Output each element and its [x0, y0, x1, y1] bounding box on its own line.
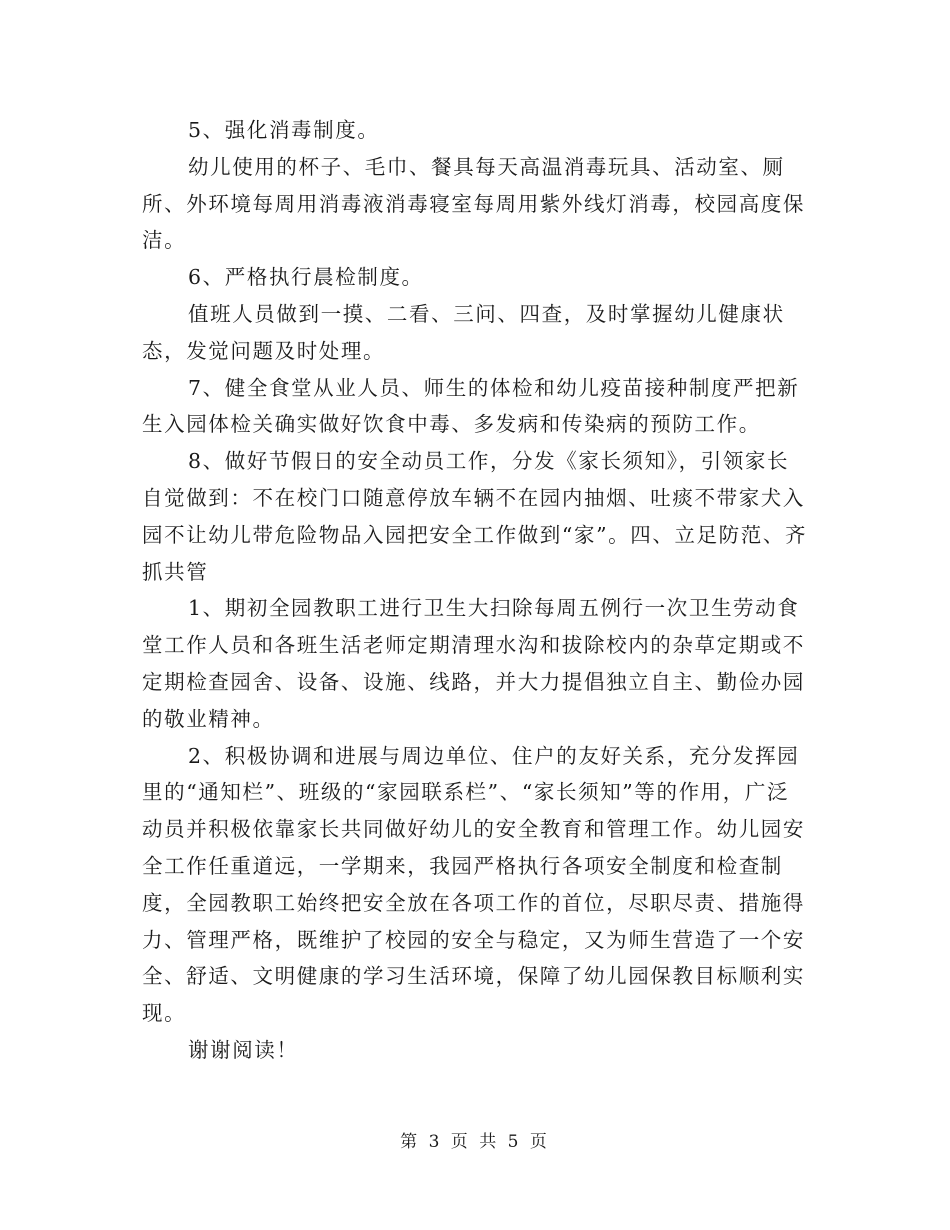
document-body	[142, 112, 810, 1069]
paragraph-disinfection: 幼儿使用的杯子、毛巾、餐具每天高温消毒玩具、活动室、厕所、外环境每周用消毒液消毒寝室每周用紫外线灯消毒，校园高度保洁。	[142, 154, 805, 253]
closing-thanks: 谢谢阅读！	[188, 1037, 299, 1062]
section-heading-morning-check: 6、严格执行晨检制度。	[188, 265, 424, 290]
page-number-footer: 第 3 页 共 5 页	[400, 1132, 550, 1152]
paragraph-canteen-health: 7、健全食堂从业人员、师生的体检和幼儿疫苗接种制度严把新生入园体检关确实做好饮食中毒、多发病和传染病的预防工作。	[142, 375, 800, 437]
section-heading-disinfection: 5、强化消毒制度。	[188, 118, 380, 142]
paragraph-cleaning: 1、期初全园教职工进行卫生大扫除每周五例行一次卫生劳动食堂工作人员和各班生活老师定期清理水沟和拔除校内的杂草定期或不定期检查园舍、设备、设施、线路，并大力提倡独立自主、勤俭办园的敬业精神。	[142, 596, 805, 731]
paragraph-morning-check: 值班人员做到一摸、二看、三问、四查，及时掌握幼儿健康状态，发觉问题及时处理。	[142, 301, 785, 363]
paragraph-holiday-safety: 8、做好节假日的安全动员工作，分发《家长须知》，引领家长自觉做到：不在校门口随意停放车辆不在园内抽烟、吐痰不带家犬入园不让幼儿带危险物品入园把安全工作做到“家”。四、立足防范、齐抓共管	[142, 449, 808, 584]
paragraph-community-relations: 2、积极协调和进展与周边单位、住户的友好关系，充分发挥园里的“通知栏”、班级的“家园联系栏”、“家长须知”等的作用，广泛动员并积极依靠家长共同做好幼儿的安全教育和管理工作。幼儿园安全工作任重道远，一学期来，我园严格执行各项安全制度和检查制度，全园教职工始终把安全放在各项工作的首位，尽职尽责、措施得力、管理严格，既维护了校园的安全与稳定，又为师生营造了一个安全、舒适、文明健康的学习生活环境，保障了幼儿园保教目标顺利实现。	[142, 743, 805, 1026]
